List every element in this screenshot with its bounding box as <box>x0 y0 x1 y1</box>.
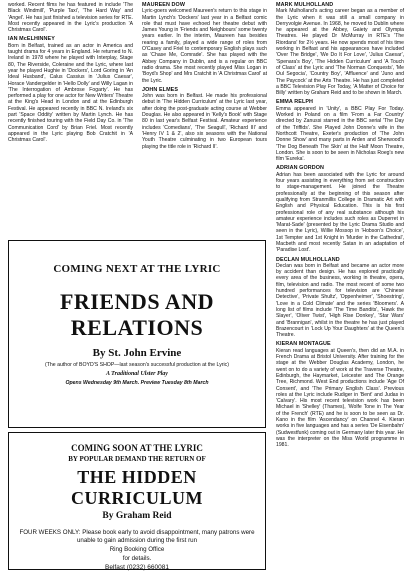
bio-text: Kieran read languages at Queen's, then did an M.A. in French Drama at Bristol University. After training for the stage at the Webber Douglas Academy, London, he went on to do a variety of work at the Traverse Theatre, Edinburgh, the Haymarket, Leicester and The Orange Tree, Richmond. West End productions include 'Age Of Consent', and 'The Primary English Class'. Previous roles at the Lyric include Rudiger in 'Bent' and Judas in 'Calvary'. His most recent television work has been Michael in 'Shelley' (Thames), 'Wolfe Tone in The Year of the French' (RTE) and he is soon to be seen as Dr. Kano in the film 'Ascendancy' on Channel 4. Kieran works in five languages and has a series 'De Eisenbahn' (Sudwestfunk) coming out in Germany later this year. He was the interpreter on the Miss World programme in 1981. <box>276 347 404 449</box>
play-author: By St. John Ervine <box>92 347 182 359</box>
ad-coming-soon <box>8 432 266 570</box>
actor-name: IAN McELHINNEY <box>8 36 55 43</box>
bio-text: Lyric-goers welcomed Maureen's return to this stage in Martin Lynch's 'Dockers' last year in a Belfast comic role that must have echoed her theatre debut with James Young in 'Friends and Neighbours' some twenty years earlier. In the interim, Maureen has besides rearing a family, played a wide range of roles from O'Casey and Friel to contemporary English plays such as 'Chase Me, Comrade'. She has played with the Abbey Company in Dublin, and is a regular on BBC radio drama. She most recently played Miss Logan in 'Boyd's Shop' and Mrs Cratchit in 'A Christmas Carol' at the Lyric. <box>142 8 267 84</box>
play-author: By Graham Reid <box>102 511 172 521</box>
bio-text: Born in Belfast, trained as an actor in America and taught drama for 4 years in England. He returned to N. Ireland in 1978 where he played with Interplay, Stage 80, The Riverside, Coleraine and the Lyric, where last year he played Hughie in 'Dockers', Lord Goring in 'An Ideal Husband', Calus Cassius in 'Julius Caesar', Horace Vandergelder in 'Hello Dolly' and Willy Lagan in 'The Interrogation of Ambrose Fogarty'. He has performed a play for one actor for New Writers' Theatre at the King's Head in London and at the Edinburgh Festival. He appeared recently in BBC N. Ireland's six part 'Space Oddity' written by Martin Lynch. He has recently finished touring with the Field Day Co. in 'The Communication Cord' by Brian Friel. Most recently appeared in the Lyric playing Bob Cratchit in 'A Christmas Carol'. <box>8 42 133 144</box>
ad-coming-next <box>8 240 266 428</box>
bio-text: John was born in Belfast. He made his professional debut in 'The Hidden Curriculum' at the Lyric last year, after doing the post-graduate acting course at Webber Douglas. He also appeared in 'Kelly's Book' with Stage 80 in last year's Belfast Festival. Amateur experience includes 'Comedians', 'The Seagull', 'Richard III' and 'Henry IV 1 & 2', also six seasons with the National Youth Theatre culminating in two European tours playing the title role in 'Richard II'. <box>142 93 267 150</box>
actor-name: JOHN ELMES <box>142 86 179 93</box>
actor-name: MAUREEN DOW <box>142 2 186 8</box>
actor-name: KIERAN MONTAGUE <box>276 341 331 348</box>
bio-text: Declan was born in Belfast and became an actor more by accident than design. He has explored practically every area of the business, working in theatre, opera, film, television and radio. The most recent of some two hundred performances for television are 'Chinese Detective', 'Private Shultz', 'Oppenheimer', 'Shoestring', 'Love in a Cold Climate' and the series 'Bloomers'. A long list of films include 'The Time Bandits', 'Hawk the Slayer', 'Oliver Twist', 'High Rise Donkey', 'Star Wars' and 'Brannigan', whilst in the theatre he has just played Brazencourt in 'Lock Up Your Daughters' at the Queen's Theatre. <box>276 262 404 339</box>
bio-text: Adrian has been associated with the Lyric for around four years assisting in everything from set construction to stage-management. He joined the Theatre professionally at the beginning of this season after qualifying from Stranmillis College in Dramatic Art with English and Physical Education. This is his first professional role of any real substance although his amateur experience includes such roles as Duperret in 'Marat-Sade' (presented by the Lyric Drama Studio and seen in the Lyric), Willie Mossop in 'Hobson's Choice', 1st Tempter and 1st Knight in 'Murder in the Cathedral', Macbeth and most recently Satan in an adaptation of 'Paradise Lost'. <box>276 171 404 254</box>
bio-text: worked. Recent films he has featured in include 'The Black Windmill', 'Purple Taxi', 'The Hard Way' and 'Angel'. He has just finished a television series for RTE. Most recently appeared in the Lyric's production 'A Christmas Carol'. <box>8 2 133 34</box>
column-middle <box>142 2 267 151</box>
play-title: FRIENDS AND RELATIONS <box>59 289 215 340</box>
actor-name: EMMA RELPH <box>276 99 314 106</box>
ad-heading: COMING SOON AT THE LYRIC <box>71 443 203 453</box>
column-right <box>276 2 404 449</box>
play-title: THE HIDDEN CURRICULUM <box>71 467 203 508</box>
column-left <box>8 2 133 145</box>
author-note: (The author of BOYD'S SHOP—last season's successful production at the Lyric) <box>44 362 229 368</box>
actor-name: ADRIAN GORDON <box>276 165 325 172</box>
booking-phone: Belfast (0232) 660081 <box>105 564 169 571</box>
play-subtitle: A Traditional Ulster Play <box>106 371 168 377</box>
play-dates: Opens Wednesday 9th March. Preview Tuesday 8th March <box>65 380 209 386</box>
ad-heading: COMING NEXT AT THE LYRIC <box>53 263 221 275</box>
ad-subheading: BY POPULAR DEMAND THE RETURN OF <box>68 455 206 463</box>
actor-name: MARK MULHOLLAND <box>276 2 334 8</box>
bio-text: Mark Mulholland's acting career began as a member of the Lyric when it was still a small company in Derryvolgie Avenue. In 1968, he moved to Dublin where he appeared at the Abbey, Gaiety and Olympia Theatres. He played Dr McMurray in RTE's 'The Riordans' for 2½ years. He now spends most of his time working in Belfast and his appearances have included 'Over The Bridge', 'We Do It For Love', 'Julius Caesar', 'Spenara's Boy', 'The Hidden Curriculum' and 'A Touch of Class' at the Lyric and 'The Norman Conquests', 'Me Oul Segocia', 'Country Boy', 'Affluence' and 'Juno and The Paycock' at the Arts Theatre. He has just completed a BBC Television Play For Today, 'A Matter of Choice for Billy' written by Graham Reid and to be shown in March. <box>276 8 404 97</box>
booking-office: Ring Booking Office <box>109 546 165 553</box>
bio-text: Emma appeared in 'Unity', a BBC Play For Today. Worked in Poland on a film 'From a Far Country' directed by Zanussi starred in the BBC serial 'The Day of the Triffids'. She Played John Donne's wife in the Northcott Theatre, Exeter's production of 'The John Donne Show' and many parts in Arden and Sherwood's 'The Dog Beneath The Skin' at the Half Moon Theatre, London. She is soon to be seen in Nicholas Roeg's new film 'Eureka'. <box>276 105 404 163</box>
actor-name: DECLAN MULHOLLAND <box>276 256 340 263</box>
booking-details: for details. <box>122 555 152 562</box>
booking-warning: FOUR WEEKS ONLY: Please book early to avoid disappointment, many patrons were unable to gain admission during the first run <box>19 529 255 544</box>
